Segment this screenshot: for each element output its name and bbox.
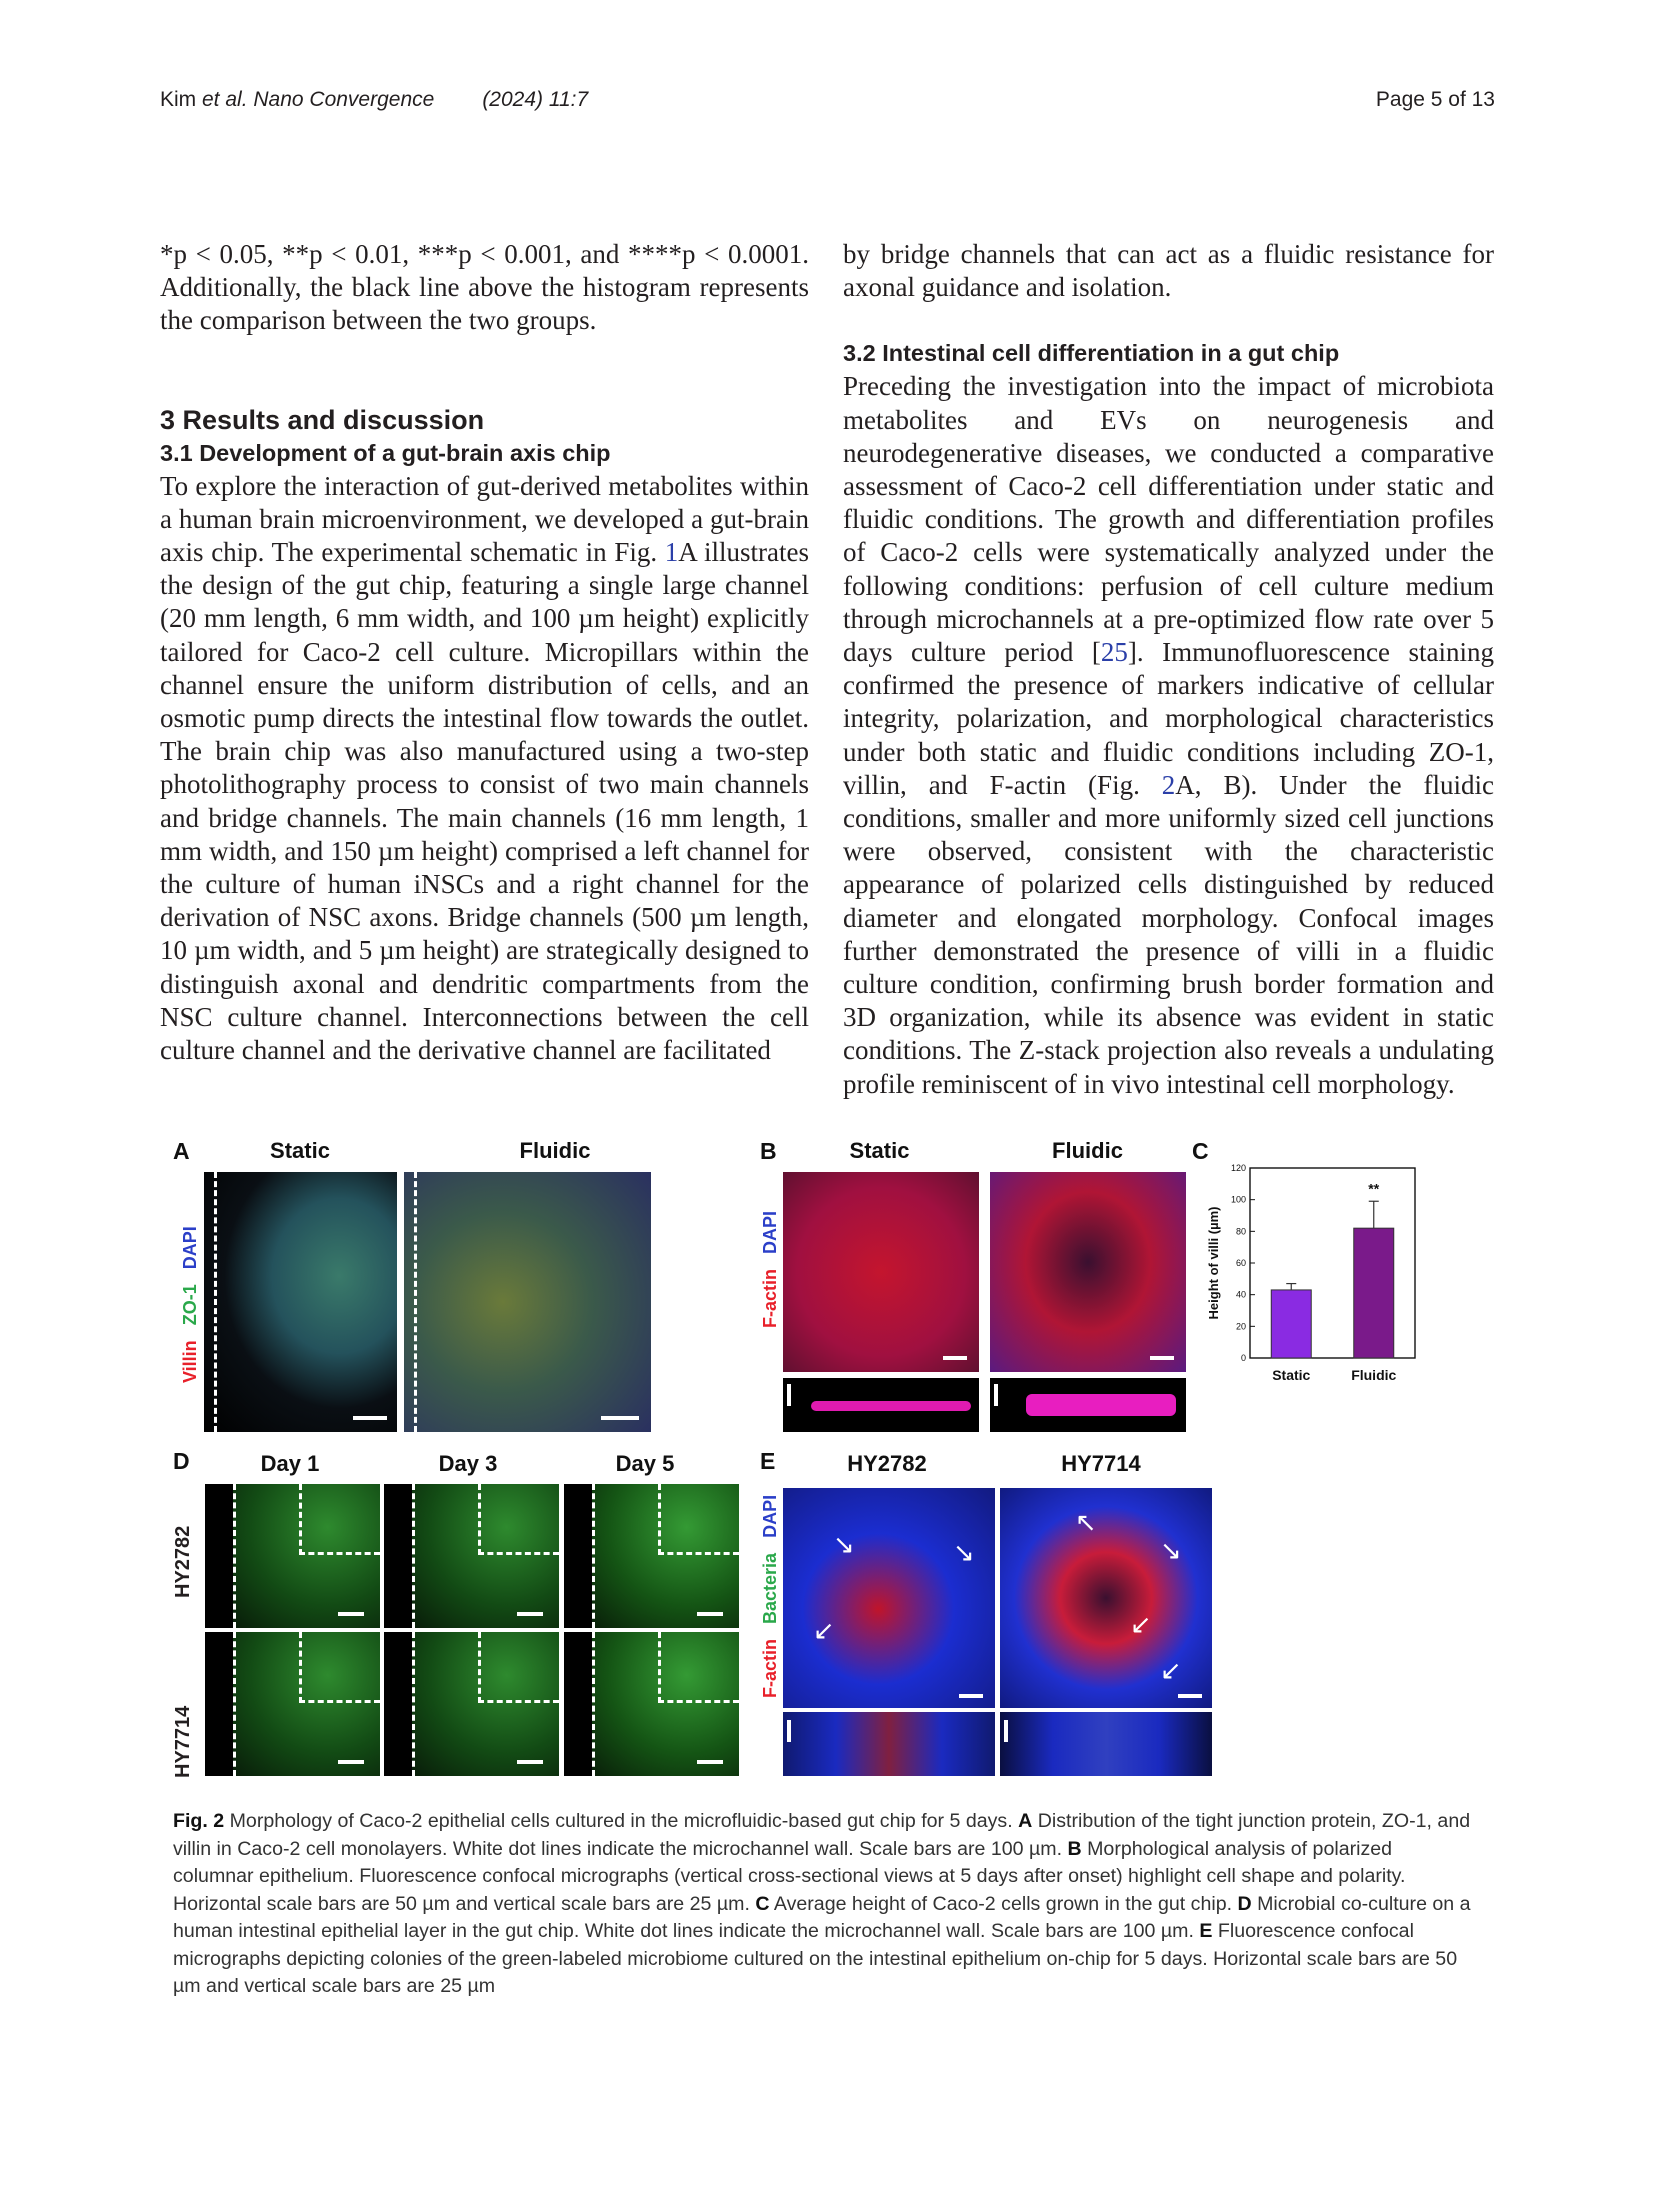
panel-d-row1-label: HY2782 (172, 1525, 194, 1598)
panel-d-hy2782-day3 (384, 1484, 559, 1628)
panel-b-stain-label: F-actin DAPI (760, 1210, 780, 1328)
y-tick-label: 60 (1235, 1258, 1246, 1268)
arrow-icon: ↘ (833, 1530, 855, 1560)
right-column (843, 238, 1494, 1101)
figure-2 (160, 1138, 1500, 1798)
panel-a-static-image (204, 1172, 397, 1432)
page-number: Page 5 of 13 (1375, 88, 1495, 111)
panel-b-fluidic-label: Fluidic (1052, 1138, 1123, 1163)
caption-label: Fig. 2 (173, 1810, 225, 1832)
panel-e-letter: E (760, 1448, 776, 1474)
left-column (160, 238, 809, 1067)
panel-e-hy7714-label: HY7714 (1061, 1451, 1141, 1476)
panel-d-day1-label: Day 1 (260, 1451, 320, 1476)
fig-2-link[interactable]: 2 (1161, 769, 1176, 800)
significance-label: ** (1368, 1180, 1380, 1197)
x-tick-label: Fluidic (1351, 1367, 1397, 1383)
panel-d-hy7714-day3 (384, 1632, 559, 1776)
panel-a-fluidic-label: Fluidic (519, 1138, 591, 1163)
arrow-icon: ↙ (1160, 1656, 1182, 1686)
x-tick-label: Static (1272, 1367, 1311, 1383)
panel-b-static-zstack (783, 1378, 979, 1432)
panel-a-fluidic-image (404, 1172, 651, 1432)
panel-d-hy7714-day1 (205, 1632, 380, 1776)
panel-e-hy2782-image (783, 1488, 995, 1708)
panel-b-fluidic-zstack (990, 1378, 1186, 1432)
gut-brain-chip-paragraph: To explore the interaction of gut-derived metabolites within a human brain microenvironment, we developed a gut-brain axis chip. The experimental schematic in Fig. 1A illustrates the design of the gut chip, featuring a single large channel (20 mm length, 6 mm width, and 100 µm height) explicitly tailored for Caco-2 cell culture. Micropillars within the channel ensure the uniform distribution of cells, and an osmotic pump directs the intestinal flow towards the outlet. The brain chip was also manufactured using a two-step photolithography process to consist of two main channels and bridge channels. The main channels (16 mm length, 1 mm width, and 150 µm height) comprised a left channel for the culture of human iNSCs and a right channel for the derivation of NSC axons. Bridge channels (500 µm length, 10 µm width, and 5 µm height) are strategically designed to distinguish axonal and dendritic compartments from the NSC culture channel. Interconnections between the cell culture channel and the derivative channel are facilitated (160, 470, 809, 1066)
panel-b-static-label: Static (849, 1138, 910, 1163)
ref-25-link[interactable]: 25 (1100, 637, 1128, 668)
subsection-title-3-2: 3.2 Intestinal cell differentiation in a gut chip (843, 340, 1340, 367)
panel-d-letter: D (173, 1448, 190, 1474)
panel-d-day5-label: Day 5 (615, 1451, 675, 1476)
panel-e-hy7714-image (1000, 1488, 1212, 1708)
arrow-icon: ↘ (1160, 1536, 1182, 1566)
panel-a-static-label: Static (270, 1138, 330, 1163)
y-tick-label: 80 (1235, 1226, 1246, 1237)
panel-d-row2-label: HY7714 (172, 1705, 194, 1778)
arrow-icon: ↙ (813, 1616, 835, 1646)
arrow-icon: ↖ (1075, 1508, 1097, 1538)
subsection-title-3-1: 3.1 Development of a gut-brain axis chip (160, 439, 611, 466)
panel-b-letter: B (760, 1138, 777, 1164)
panel-e-stain-label: F-actin Bacteria DAPI (760, 1494, 780, 1698)
arrow-icon: ↙ (1130, 1610, 1152, 1640)
bar-static (1271, 1290, 1311, 1358)
panel-d-hy2782-day5 (564, 1484, 739, 1628)
stats-paragraph: *p < 0.05, **p < 0.01, ***p < 0.001, and ****p < 0.0001. Additionally, the black line above the histogram represents the comparison between the two groups. (160, 239, 809, 336)
arrow-icon: ↘ (953, 1538, 975, 1568)
y-tick-label: 120 (1230, 1163, 1246, 1173)
bar-fluidic (1354, 1228, 1394, 1358)
panel-b-static-image (783, 1172, 979, 1372)
panel-e-hy7714-zstack (1000, 1712, 1212, 1776)
panel-d-hy7714-day5 (564, 1632, 739, 1776)
panel-d-day3-label: Day 3 (438, 1451, 498, 1476)
bridge-channel-paragraph: by bridge channels that can act as a fluidic resistance for axonal guidance and isolation. (843, 239, 1494, 303)
panel-b-fluidic-image (990, 1172, 1186, 1372)
section-title: 3 Results and discussion (160, 404, 485, 435)
panel-a-stain-label: Villin ZO-1 DAPI (180, 1226, 200, 1383)
fig-1-link[interactable]: 1 (664, 537, 679, 568)
y-axis-label: Height of villi (µm) (1206, 1206, 1221, 1320)
villi-height-chart (1200, 1154, 1430, 1394)
citation-journal: et al. Nano Convergence (202, 88, 435, 111)
y-tick-label: 40 (1235, 1289, 1246, 1300)
figure-caption: Fig. 2 Morphology of Caco-2 epithelial cells cultured in the microfluidic-based gut chip for 5 days. A Distribution of the tight junction protein, ZO-1, and villin in Caco-2 cell monolayers. White dot lines indicate the microchannel wall. Scale bars are 100 µm. B Morphological analysis of polarized columnar epithelium. Fluorescence confocal micrographs (vertical cross-sectional views at 5 days after onset) highlight cell shape and polarity. Horizontal scale bars are 50 µm and vertical scale bars are 25 µm. C Average height of Caco-2 cells grown in the gut chip. D Microbial co-culture on a human intestinal epithelial layer in the gut chip. White dot lines indicate the microchannel wall. Scale bars are 100 µm. E Fluorescence confocal micrographs depicting colonies of the green-labeled microbiome cultured on the intestinal epithelium on-chip for 5 days. Horizontal scale bars are 50 µm and vertical scale bars are 25 µm (173, 1810, 1471, 1997)
panel-c-letter: C (1192, 1138, 1209, 1164)
citation-authors: Kim (160, 88, 202, 111)
panel-e-hy2782-zstack (783, 1712, 995, 1776)
differentiation-paragraph: Preceding the investigation into the impact of microbiota metabolites and EVs on neurogenesis and neurodegenerative diseases, we conducted a comparative assessment of Caco-2 cell differentiation under static and fluidic conditions. The growth and differentiation profiles of Caco-2 cells were systematically analyzed under the following conditions: perfusion of cell culture medium through microchannels at a pre-optimized flow rate over 5 days culture period [25]. Immunofluorescence staining confirmed the presence of markers indicative of cellular integrity, polarization, and morphological characteristics under both static and fluidic conditions including ZO-1, villin, and F-actin (Fig. 2A, B). Under the fluidic conditions, smaller and more uniformly sized cell junctions were observed, consistent with the characteristic appearance of polarized cells distinguished by reduced diameter and elongated morphology. Confocal images further demonstrated the presence of villi in a fluidic culture condition, confirming brush border formation and 3D organization, while its absence was evident in static conditions. The Z-stack projection also reveals a undulating profile reminiscent of in vivo intestinal cell morphology. (843, 371, 1494, 1099)
y-tick-label: 20 (1235, 1321, 1246, 1332)
y-tick-label: 100 (1230, 1194, 1246, 1205)
panel-d-hy2782-day1 (205, 1484, 380, 1628)
citation-header (160, 88, 588, 112)
citation-year: (2024) 11:7 (482, 88, 589, 111)
y-tick-label: 0 (1240, 1353, 1246, 1363)
panel-e-hy2782-label: HY2782 (847, 1451, 927, 1476)
panel-a-letter: A (173, 1138, 190, 1164)
